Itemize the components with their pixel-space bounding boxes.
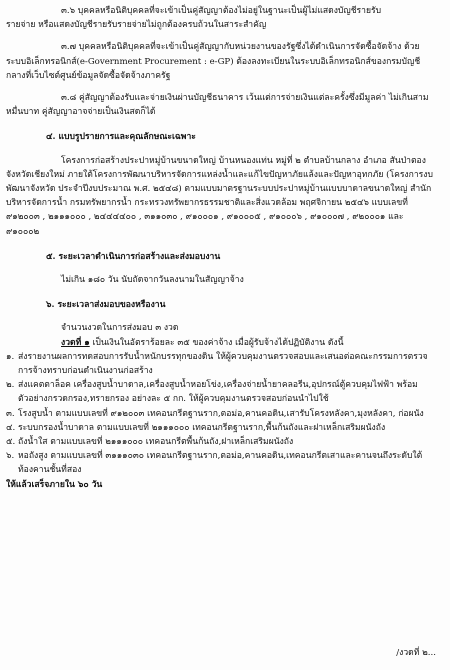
list-item: ๖. หอถังสูง ตามแบบเลขที่ ๓๑๑๑๐๓๐ เทคอนกรีตฐานราก,ตอม่อ,คานคอดิน,เทคอนกรีตเสาและคานจนถึงระดับใต้ท้องคานชั้นที่สอง (6, 451, 423, 476)
list-item: ๓. โรงสูบน้ำ ตามแบบเลขที่ ๙๑๒๐๐๓ เทคอนกรีตฐานราก,ตอม่อ,คานคอดิน,เสารับโครงหลังคา,มุงหลังคา, ก่อผนัง (6, 408, 424, 419)
period-1-label: งวดที่ ๑ (61, 337, 90, 348)
section-5-body: ไม่เกิน ๑๘๐ วัน นับถัดจากวันลงนามในสัญญาจ้าง (61, 275, 244, 286)
section-5-heading: ๕. ระยะเวลาดำเนินการก่อสร้างและส่งมอบงาน (46, 251, 221, 262)
delivery-count: จำนวนงวดในการส่งมอบ ๓ งวด (61, 323, 179, 334)
section-6-heading: ๖. ระยะเวลาส่งมอบของหรืองาน (46, 300, 166, 311)
deadline: ให้แล้วเสร็จภายใน ๖๐ วัน (6, 479, 103, 490)
list-item: ๕. ถังน้ำใส ตามแบบเลขที่ ๒๑๑๑๐๐๐ เทคอนกรีตพื้นก้นถัง,ฝาเหล็กเสริมผนังถัง (6, 437, 294, 448)
section-4-body: โครงการก่อสร้างประปาหมู่บ้านขนาดใหญ่ บ้านหนองแท่น หมู่ที่ ๒ ตำบลบ้านกลาง อำเภอ สันป่าตอง จังหวัดเชียงใหม่ ภายใต้โครงการพัฒนาบริหารจัดการแหล่งน้ำและแก้ไขปัญหาภัยแล้งและปัญหาอุทกภัย (โครงการงบพัฒนาจังหวัด ประจำปีงบประมาณ พ.ศ. ๒๕๔๘) ตามแบบมาตรฐานระบบประปาหมู่บ้านแบบบาดาลขนาดใหญ่ สำนักบริหารจัดการน้ำ กรมทรัพยากรน้ำ กระทรวงทรัพยากรธรรมชาติและสิ่งแวดล้อม พฤศจิกายน ๒๕๔๖ แบบเลขที่ ๙๑๒๐๐๓ , ๒๑๑๑๐๐๐ , ๒๔๔๔๔๐๐ , ๓๑๑๐๓๐ , ๙๑๐๐๐๑ , ๙๑๐๐๐๕ , ๙๑๐๐๐๖ , ๙๑๐๐๐๗ , ๙๒๐๐๐๑ และ ๙๑๐๐๐๒ (6, 155, 433, 237)
period-1-items (6, 350, 436, 478)
period-1-line: งวดที่ ๑ เป็นเงินในอัตราร้อยละ ๓๕ ของค่าจ้าง เมื่อผู้รับจ้างได้ปฏิบัติงาน ดังนี้ (61, 337, 344, 348)
section-4-heading: ๔. แบบรูปรายการและคุณลักษณะเฉพาะ (46, 132, 196, 143)
list-item: ๒. ส่งแคตตาล็อค เครื่องสูบน้ำบาดาล,เครื่องสูบน้ำหอยโข่ง,เครื่องจ่ายน้ำยาคลอรีน,อุปกรณ์ตู้ควบคุมไฟฟ้า พร้อมตัวอย่างกรวดกรอง,ทรายกรอง อย่างละ ๕ กก. ให้ผู้ควบคุมงานตรวจสอบก่อนนำไปใช้ (6, 380, 418, 405)
clause-3-7: ๓.๗ บุคคลหรือนิติบุคคลที่จะเข้าเป็นคู่สัญญากับหน่วยงานของรัฐซึ่งได้ดำเนินการจัดซื้อจัดจ้าง ด้วยระบบอิเล็กทรอนิกส์(e-Government Procurement : e-GP) ต้องลงทะเบียนในระบบอิเล็กทรอนิกส์ของกรมบัญชีกลางที่เว็บไซต์ศูนย์ข้อมูลจัดซื้อจัดจ้างภาครัฐ (6, 42, 421, 81)
list-item: ๑. ส่งรายงานผลการทดสอบการรับน้ำหนักบรรทุกของดิน ให้ผู้ควบคุมงานตรวจสอบและเสนอต่อคณะกรรมการตรวจการจ้างทราบก่อนดำเนินงานก่อสร้าง (6, 351, 428, 377)
clause-3-8: ๓.๘ คู่สัญญาต้องรับและจ่ายเงินผ่านบัญชีธนาคาร เว้นแต่การจ่ายเงินแต่ละครั้งซึ่งมีมูลค่า ไม่เกินสามหมื่นบาท คู่สัญญาอาจจ่ายเป็นเงินสดก็ได้ (6, 93, 429, 118)
list-item: ๔. ระบบกรองน้ำบาดาล ตามแบบเลขที่ ๒๑๑๑๐๐๐ เทคอนกรีตฐานราก,พื้นก้นถังและฝาเหล็กเสริมผนังถัง (6, 422, 386, 433)
page-continuation: /งวดที่ ๒... (396, 647, 436, 658)
clause-3-6: ๓.๖ บุคคลหรือนิติบุคคลที่จะเข้าเป็นคู่สัญญาต้องไม่อยู่ในฐานะเป็นผู้ไม่แสดงบัญชีรายรับ รายจ่าย หรือแสดงบัญชีรายรับรายจ่ายไม่ถูกต้องครบถ้วนในสาระสำคัญ (6, 6, 382, 31)
